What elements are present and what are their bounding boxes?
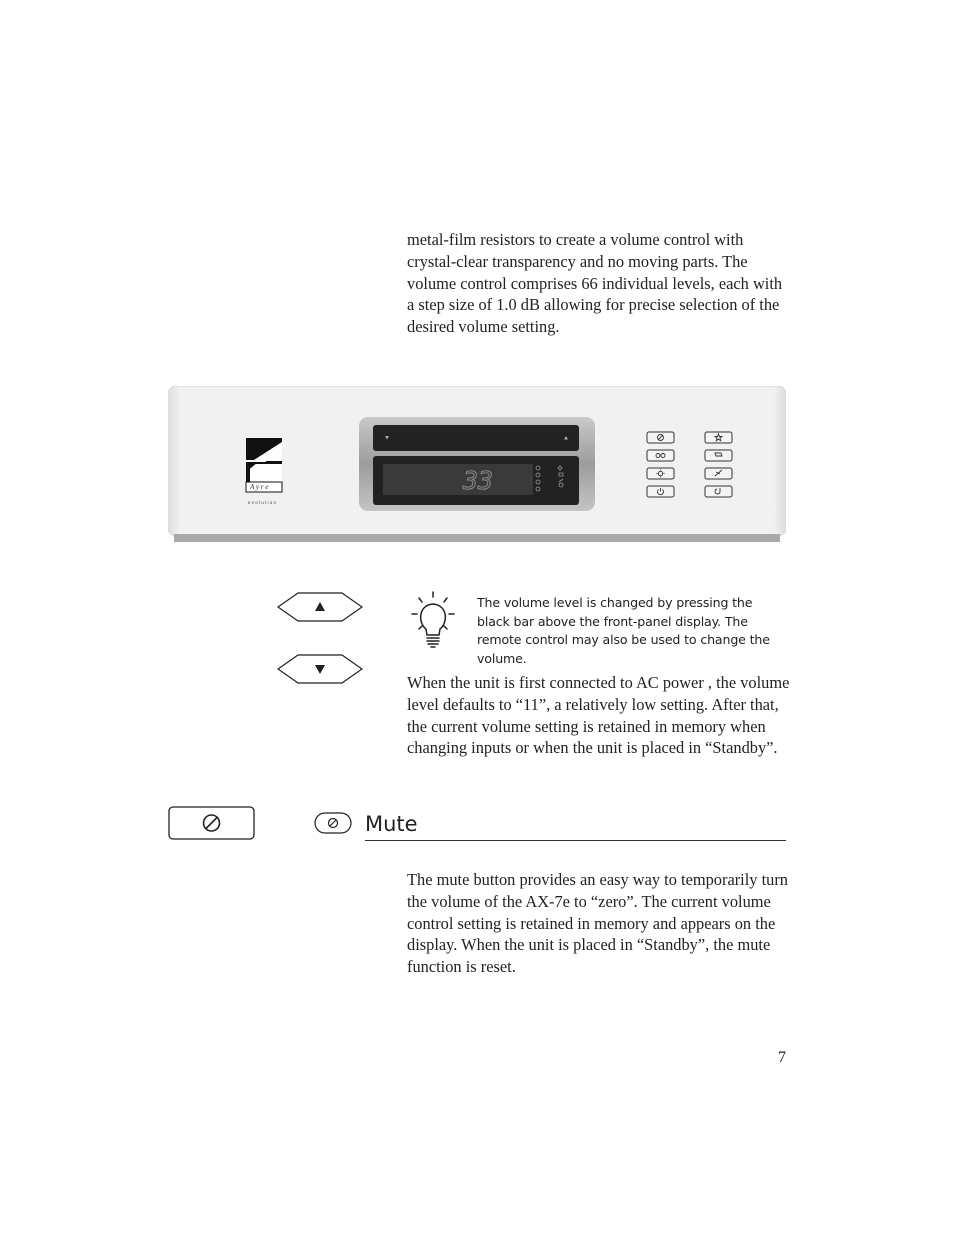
volume-bar[interactable] bbox=[373, 425, 579, 451]
lightbulb-icon bbox=[410, 591, 456, 649]
mute-heading: Mute bbox=[365, 812, 418, 836]
mute-button[interactable] bbox=[168, 806, 255, 840]
brand-logo-text: A y r e bbox=[250, 483, 269, 491]
section-divider bbox=[365, 840, 786, 841]
panel-base bbox=[174, 534, 780, 542]
volume-down-button[interactable] bbox=[277, 653, 363, 685]
display-face bbox=[383, 464, 533, 495]
display-value: 33 bbox=[462, 466, 494, 495]
volume-paragraph: When the unit is first connected to AC power , the volume level defaults to “11”, a relatively low setting. After that, the current volume setting is retained in memory when changing inputs or when the unit is placed in “Standby”. bbox=[407, 673, 790, 758]
panel-input-d-button[interactable] bbox=[705, 486, 732, 497]
mute-paragraph: The mute button provides an easy way to temporarily turn the volume of the AX-7e to “zero”. The current volume control setting is retained in memory and appears on the display. When the unit is placed in “Standby”, the mute function is reset. bbox=[407, 870, 788, 977]
mute-icon bbox=[314, 812, 352, 834]
panel-input-b-button[interactable] bbox=[705, 450, 732, 461]
intro-paragraph: metal-film resistors to create a volume control with crystal-clear transparency and no moving parts. The volume control comprises 66 individual levels, each with a step size of 1.0 dB allowing for precise selection of the desired volume setting. bbox=[407, 230, 783, 337]
front-panel-illustration bbox=[168, 386, 786, 544]
page-number: 7 bbox=[778, 1049, 786, 1066]
volume-up-button[interactable] bbox=[277, 591, 363, 623]
tip-text: The volume level is changed by pressing the black bar above the front-panel display. The remote control may also be used to change the volume. bbox=[477, 595, 770, 666]
panel-loop-button[interactable] bbox=[647, 450, 674, 461]
brand-subtext: e v o l u t i o n bbox=[248, 500, 277, 505]
